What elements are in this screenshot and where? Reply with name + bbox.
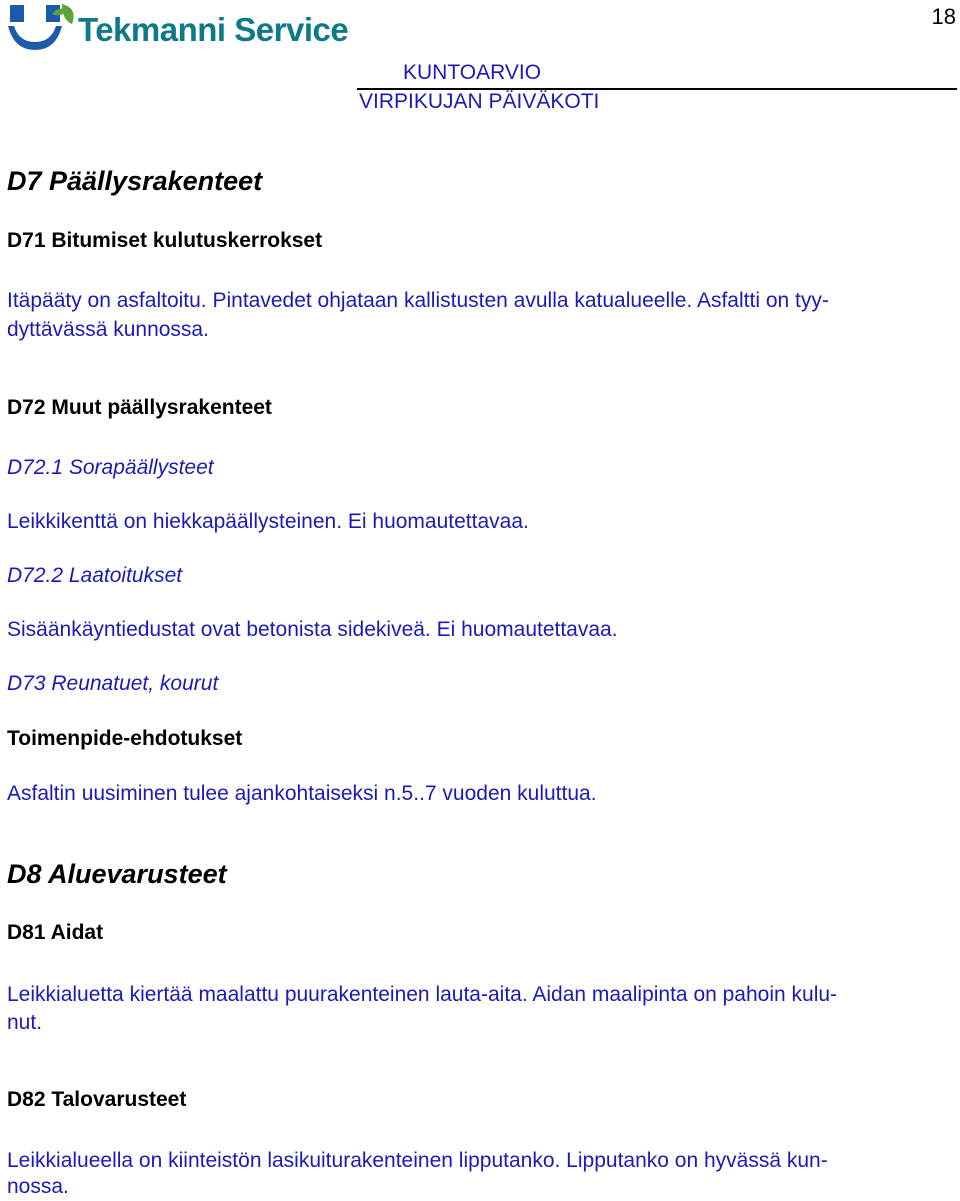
paragraph-d72-2: Sisäänkäyntiedustat ovat betonista sidekiveä. Ei huomautettavaa. (7, 618, 618, 641)
paragraph-actions: Asfaltin uusiminen tulee ajankohtaiseksi n.5..7 vuoden kuluttua. (7, 782, 597, 805)
paragraph-d82-line2: nossa. (7, 1175, 69, 1198)
actions-heading: Toimenpide-ehdotukset (7, 727, 243, 750)
subsection-heading-d73: D73 Reunatuet, kourut (7, 672, 219, 695)
section-heading-d8: D8 Aluevarusteet (7, 859, 227, 889)
subsection-heading-d72: D72 Muut päällysrakenteet (7, 396, 272, 419)
document-subtitle: VIRPIKUJAN PÄIVÄKOTI (359, 90, 600, 113)
paragraph-d71-line1: Itäpääty on asfaltoitu. Pintavedet ohjataan kallistusten avulla katualueelle. Asfaltti on tyy- (7, 289, 829, 312)
subsection-heading-d82: D82 Talovarusteet (7, 1088, 187, 1111)
paragraph-d82-line1: Leikkialueella on kiinteistön lasikuiturakenteinen lipputanko. Lipputanko on hyvässä kun- (7, 1149, 828, 1172)
paragraph-d71-line2: dyttävässä kunnossa. (7, 318, 209, 341)
subsection-heading-d81: D81 Aidat (7, 921, 104, 944)
paragraph-d81-line2: nut. (7, 1011, 43, 1034)
subsection-heading-d71: D71 Bitumiset kulutuskerrokset (7, 229, 323, 252)
subsubsection-heading-d72-2: D72.2 Laatoitukset (7, 564, 183, 587)
logo-text: Tekmanni Service (78, 11, 349, 48)
page-number: 18 (931, 4, 956, 29)
logo-emblem-icon (6, 2, 76, 60)
section-heading-d7: D7 Päällysrakenteet (7, 166, 263, 196)
subsubsection-heading-d72-1: D72.1 Sorapäällysteet (7, 456, 214, 479)
paragraph-d81-line1: Leikkialuetta kiertää maalattu puurakenteinen lauta-aita. Aidan maalipinta on pahoin kulu- (7, 983, 838, 1006)
document-title: KUNTOARVIO (403, 61, 542, 84)
paragraph-d72-1: Leikkikenttä on hiekkapäällysteinen. Ei huomautettavaa. (7, 510, 529, 533)
company-logo (6, 2, 356, 60)
